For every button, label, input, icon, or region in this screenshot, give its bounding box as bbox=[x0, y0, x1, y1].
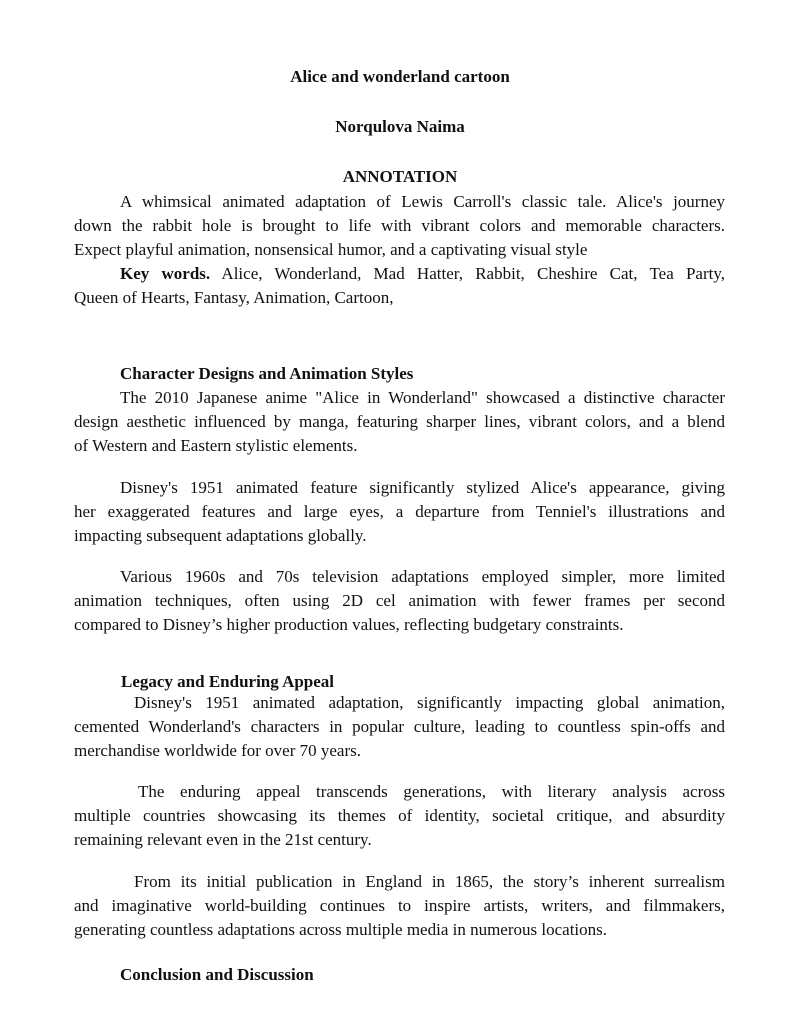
s1-p2-line-1: Disney's 1951 animated feature significantly stylized Alice's appearance, giving bbox=[120, 478, 725, 497]
s2-p1-line-1: Disney's 1951 animated adaptation, significantly impacting global animation, bbox=[134, 693, 725, 712]
annotation-line-3: Expect playful animation, nonsensical humor, and a captivating visual style bbox=[74, 240, 588, 259]
section-heading-conclusion: Conclusion and Discussion bbox=[120, 965, 314, 984]
s1-p2-line-3: impacting subsequent adaptations globally. bbox=[74, 526, 367, 545]
keywords-line-1 bbox=[120, 262, 725, 286]
s2-p2-line-3: remaining relevant even in the 21st century. bbox=[74, 830, 372, 849]
s1-p2-line-2: her exaggerated features and large eyes, a departure from Tenniel's illustrations and bbox=[74, 502, 725, 521]
annotation-heading: ANNOTATION bbox=[342, 167, 458, 186]
section-heading-character-designs: Character Designs and Animation Styles bbox=[120, 364, 414, 383]
s2-p3-line-3: generating countless adaptations across multiple media in numerous locations. bbox=[74, 920, 608, 939]
s1-p3-line-2: animation techniques, often using 2D cel animation with fewer frames per second bbox=[74, 591, 725, 610]
keywords-line-2: Queen of Hearts, Fantasy, Animation, Cartoon, bbox=[74, 288, 394, 307]
annotation-line-1: A whimsical animated adaptation of Lewis Carroll's classic tale. Alice's journey bbox=[120, 192, 725, 211]
annotation-line-2: down the rabbit hole is brought to life with vibrant colors and memorable characters. bbox=[74, 216, 725, 235]
s2-p1-line-2: cemented Wonderland's characters in popular culture, leading to countless spin-offs and bbox=[74, 717, 725, 736]
s2-p2-line-2: multiple countries showcasing its themes of identity, societal critique, and absurdity bbox=[74, 806, 725, 825]
s1-p1-line-3: of Western and Eastern stylistic elements. bbox=[74, 436, 358, 455]
s1-p1-line-2: design aesthetic influenced by manga, featuring sharper lines, vibrant colors, and a blend bbox=[74, 412, 725, 431]
s2-p2-line-1: The enduring appeal transcends generations, with literary analysis across bbox=[138, 782, 725, 801]
s1-p3-line-3: compared to Disney’s higher production values, reflecting budgetary constraints. bbox=[74, 615, 624, 634]
section-heading-legacy: Legacy and Enduring Appeal bbox=[121, 672, 335, 691]
s1-p1-line-1: The 2010 Japanese anime "Alice in Wonderland" showcased a distinctive character bbox=[120, 388, 725, 407]
s2-p3-line-1: From its initial publication in England in 1865, the story’s inherent surrealism bbox=[134, 872, 725, 891]
keywords-label: Key words. bbox=[120, 264, 211, 283]
keywords-list-part1: Alice, Wonderland, Mad Hatter, Rabbit, Cheshire Cat, Tea Party, bbox=[210, 264, 725, 283]
s1-p3-line-1: Various 1960s and 70s television adaptations employed simpler, more limited bbox=[120, 567, 725, 586]
s2-p3-line-2: and imaginative world-building continues to inspire artists, writers, and filmmakers, bbox=[74, 896, 725, 915]
author-name: Norqulova Naima bbox=[335, 117, 465, 136]
document-title: Alice and wonderland cartoon bbox=[290, 67, 510, 86]
s2-p1-line-3: merchandise worldwide for over 70 years. bbox=[74, 741, 362, 760]
